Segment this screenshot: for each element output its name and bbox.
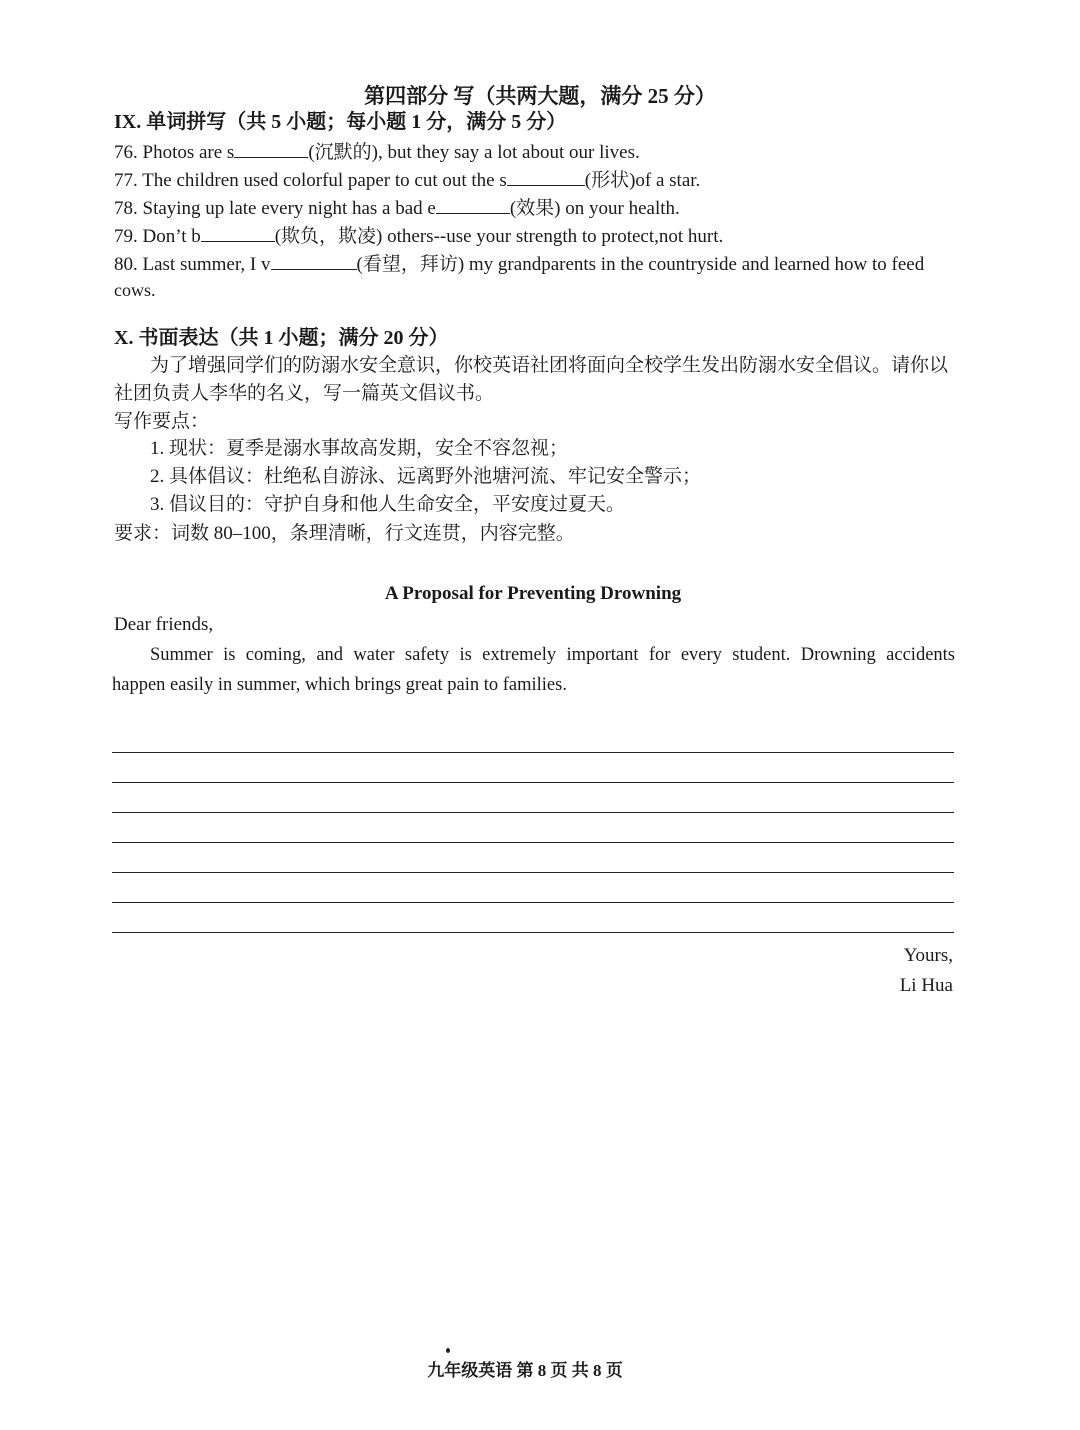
page-footer: 九年级英语 第 8 页 共 8 页 [427, 1361, 623, 1380]
part10-heading: X. 书面表达（共 1 小题；满分 20 分） [114, 327, 449, 349]
writing-line[interactable] [112, 782, 954, 783]
question-80-continuation: cows. [114, 280, 156, 300]
question-80-text: 80. Last summer, I v [114, 254, 271, 275]
question-77-text: 77. The children used colorful paper to cut out the s [114, 170, 507, 191]
essay-title: A Proposal for Preventing Drowning [384, 583, 682, 604]
question-80 [114, 249, 924, 279]
writing-point-1: 1. 现状：夏季是溺水事故高发期，安全不容忽视； [150, 438, 569, 459]
task-intro-line1: 为了增强同学们的防溺水安全意识，你校英语社团将面向全校学生发出防溺水安全倡议。请你以 [150, 355, 949, 376]
writing-point-2: 2. 具体倡议：杜绝私自游泳、远离野外池塘河流、牢记安全警示； [150, 466, 702, 487]
writing-line[interactable] [112, 872, 954, 873]
section-title: 第四部分 写（共两大题，满分 25 分） [364, 84, 716, 108]
task-intro-line2: 社团负责人李华的名义，写一篇英文倡议书。 [114, 383, 495, 404]
question-78-text: 78. Staying up late every night has a bad e [114, 198, 436, 219]
writing-line[interactable] [112, 842, 954, 843]
question-76 [114, 137, 640, 167]
essay-paragraph-line2: happen easily in summer, which brings great pain to families. [112, 675, 567, 695]
writing-points-label: 写作要点： [114, 411, 210, 432]
answer-blank-78[interactable] [436, 193, 510, 214]
writing-requirements: 要求：词数 80–100，条理清晰，行文连贯，内容完整。 [114, 523, 575, 544]
essay-signature: Li Hua [899, 975, 953, 996]
writing-point-3: 3. 倡议目的：守护自身和他人生命安全，平安度过夏天。 [150, 494, 626, 515]
answer-blank-76[interactable] [234, 137, 308, 158]
essay-greeting: Dear friends, [114, 614, 214, 635]
answer-blank-77[interactable] [507, 165, 585, 186]
question-77 [114, 165, 700, 195]
question-78-hint: (效果) on your health. [509, 198, 680, 219]
essay-closing: Yours, [903, 945, 953, 966]
question-79-hint: (欺负，欺凌) others--use your strength to protect,not hurt. [274, 226, 724, 247]
question-76-hint: (沉默的), but they say a lot about our lives. [308, 142, 640, 163]
writing-line[interactable] [112, 812, 954, 813]
answer-blank-79[interactable] [201, 221, 275, 242]
writing-line[interactable] [112, 752, 954, 753]
answer-blank-80[interactable] [271, 249, 357, 270]
part9-heading: IX. 单词拼写（共 5 小题；每小题 1 分，满分 5 分） [114, 111, 567, 133]
ink-dot [446, 1348, 450, 1353]
essay-paragraph-line1: Summer is coming, and water safety is extremely important for every student. Drowning accidents [150, 645, 955, 665]
question-79-text: 79. Don’t b [114, 226, 201, 247]
question-76-text: 76. Photos are s [114, 142, 235, 163]
question-80-hint: (看望，拜访) my grandparents in the countryside and learned how to feed [356, 254, 925, 275]
writing-line[interactable] [112, 902, 954, 903]
question-77-hint: (形状)of a star. [584, 170, 701, 191]
question-79 [114, 221, 723, 251]
question-78 [114, 193, 680, 223]
writing-line[interactable] [112, 932, 954, 933]
